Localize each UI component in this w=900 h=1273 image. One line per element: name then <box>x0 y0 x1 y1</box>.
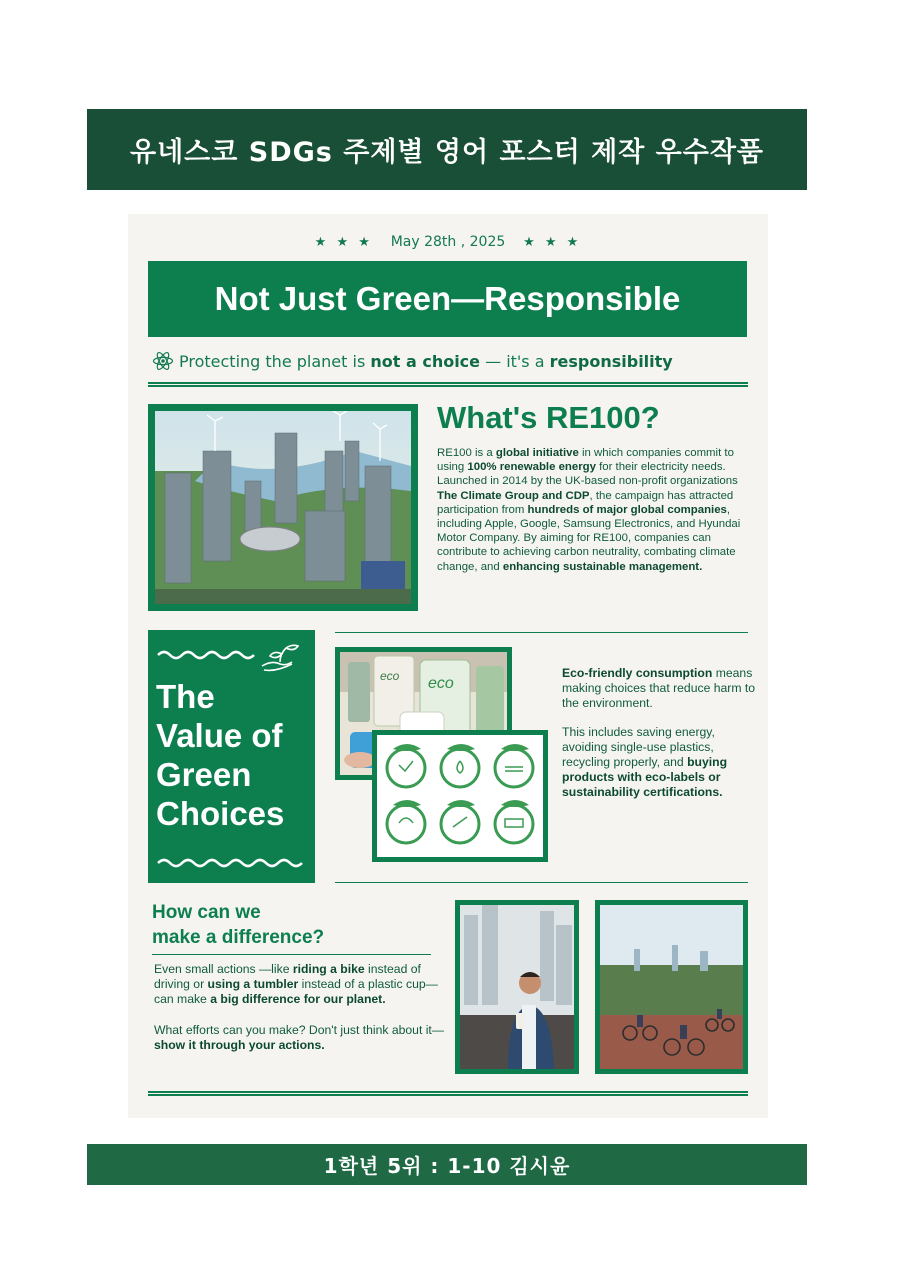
eco-label-2: eco <box>428 675 454 692</box>
header-title: 유네스코 SDGs 주제별 영어 포스터 제작 우수작품 <box>130 137 764 168</box>
value-title: The Value of Green Choices <box>156 678 285 832</box>
cyclists-image <box>595 900 748 1074</box>
stars-right-icon: ★ ★ ★ <box>523 235 582 250</box>
date-line <box>128 234 768 250</box>
eco-para-2: This includes saving energy, avoiding single-use plastics, recycling properly, and buying products with eco-labels or sustainability certifications. <box>562 725 728 799</box>
divider-double-top <box>148 382 748 387</box>
stars-left-icon: ★ ★ ★ <box>314 235 373 250</box>
re100-title: What's RE100? <box>437 400 660 435</box>
tagline-text: Protecting the planet is not a choice — it's a responsibility <box>179 351 673 371</box>
eco-labels-image <box>372 730 548 862</box>
value-box <box>148 630 315 883</box>
tagline <box>152 350 673 372</box>
tumbler-man-image <box>455 900 579 1074</box>
wave-top-icon <box>156 648 256 662</box>
re100-body: RE100 is a global initiative in which companies commit to using 100% renewable energy for their electricity needs. Launched in 2014 by the UK-based non-profit organizations The Climate Group and CDP, the campaign has attracted participation from hundreds of major global companies, including Apple, Google, Samsung Electronics, and Hyundai Motor Company. By aiming for RE100, companies can contribute to achieving carbon neutrality, combating climate change, and enhancing sustainable management. <box>437 447 741 573</box>
poster <box>128 214 768 1118</box>
divider-thin-1 <box>335 632 748 633</box>
wave-bottom-icon <box>156 856 308 870</box>
header-banner <box>87 109 807 190</box>
eco-label-1: eco <box>380 669 400 683</box>
footer-credit: 1학년 5위 : 1-10 김시윤 <box>323 1154 571 1178</box>
footer-banner <box>87 1144 807 1185</box>
divider-how <box>152 954 431 955</box>
how-para-1: Even small actions —like riding a bike instead of driving or using a tumbler instead of a plastic cup— can make a big difference for our planet. <box>154 962 438 1007</box>
eco-text <box>562 666 762 799</box>
how-title: How can we make a difference? <box>152 902 325 948</box>
hand-plant-icon <box>258 640 300 674</box>
atom-icon <box>152 350 174 372</box>
divider-double-bottom <box>148 1091 748 1096</box>
poster-title-bar <box>148 261 747 337</box>
divider-thin-2 <box>335 882 748 883</box>
eco-para-1: Eco-friendly consumption means making choices that reduce harm to the environment. <box>562 666 756 710</box>
poster-title: Not Just Green—Responsible <box>214 280 681 317</box>
how-body <box>154 962 444 1053</box>
city-image <box>148 404 418 611</box>
poster-date: May 28th , 2025 <box>390 234 506 250</box>
how-para-2: What efforts can you make? Don't just think about it—show it through your actions. <box>154 1022 445 1052</box>
